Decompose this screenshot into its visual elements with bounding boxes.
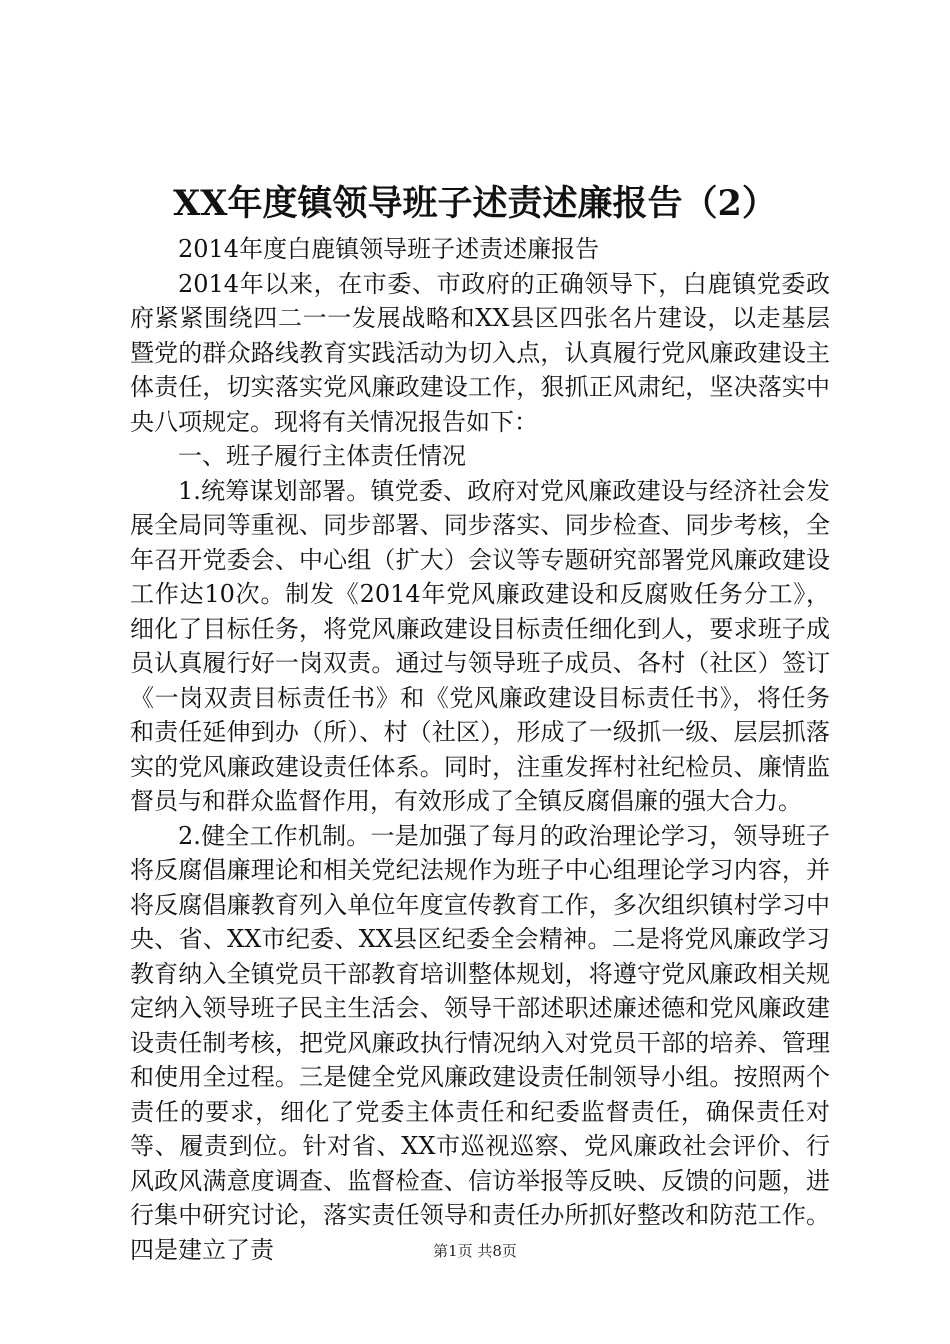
- section-heading: 一、班子履行主体责任情况: [178, 442, 466, 470]
- body-paragraph-2: 2.健全工作机制。一是加强了每月的政治理论学习，领导班子将反腐倡廉理论和相关党纪法规作为班子中心组理论学习内容，并将反腐倡廉教育列入单位年度宣传教育工作，多次组织镇村学习中央、省、XX市纪委、XX县区纪委全会精神。二是将党风廉政学习教育纳入全镇党员干部教育培训整体规划，将遵守党风廉政相关规定纳入领导班子民主生活会、领导干部述职述廉述德和党风廉政建设责任制考核，把党风廉政执行情况纳入对党员干部的培养、管理和使用全过程。三是健全党风廉政建设责任制领导小组。按照两个责任的要求，细化了党委主体责任和纪委监督责任，确保责任对等、履责到位。针对省、XX市巡视巡察、党风廉政社会评价、行风政风满意度调查、监督检查、信访举报等反映、反馈的问题，进行集中研究讨论，落实责任领导和责任办所抓好整改和防范工作。四是建立了责: [130, 821, 830, 1264]
- document-body: [130, 232, 830, 1267]
- intro-paragraph: 2014年以来，在市委、市政府的正确领导下，白鹿镇党委政府紧紧围绕四二一一发展战略和XX县区四张名片建设，以走基层暨党的群众路线教育实践活动为切入点，认真履行党风廉政建设主体责任，切实落实党风廉政建设工作，狠抓正风肃纪，坚决落实中央八项规定。现将有关情况报告如下：: [130, 269, 830, 436]
- document-title: XX年度镇领导班子述责述廉报告（2）: [173, 183, 777, 224]
- subtitle-paragraph: 2014年度白鹿镇领导班子述责述廉报告: [178, 235, 600, 263]
- body-paragraph-1: 1.统筹谋划部署。镇党委、政府对党风廉政建设与经济社会发展全局同等重视、同步部署、同步落实、同步检查、同步考核，全年召开党委会、中心组（扩大）会议等专题研究部署党风廉政建设工作达10次。制发《2014年党风廉政建设和反腐败任务分工》，细化了目标任务，将党风廉政建设目标责任细化到人，要求班子成员认真履行好一岗双责。通过与领导班子成员、各村（社区）签订《一岗双责目标责任书》和《党风廉政建设目标责任书》，将任务和责任延伸到办（所）、村（社区），形成了一级抓一级、层层抓落实的党风廉政建设责任体系。同时，注重发挥村社纪检员、廉情监督员与和群众监督作用，有效形成了全镇反腐倡廉的强大合力。: [130, 476, 830, 815]
- page-number: 第1页 共8页: [433, 1242, 517, 1260]
